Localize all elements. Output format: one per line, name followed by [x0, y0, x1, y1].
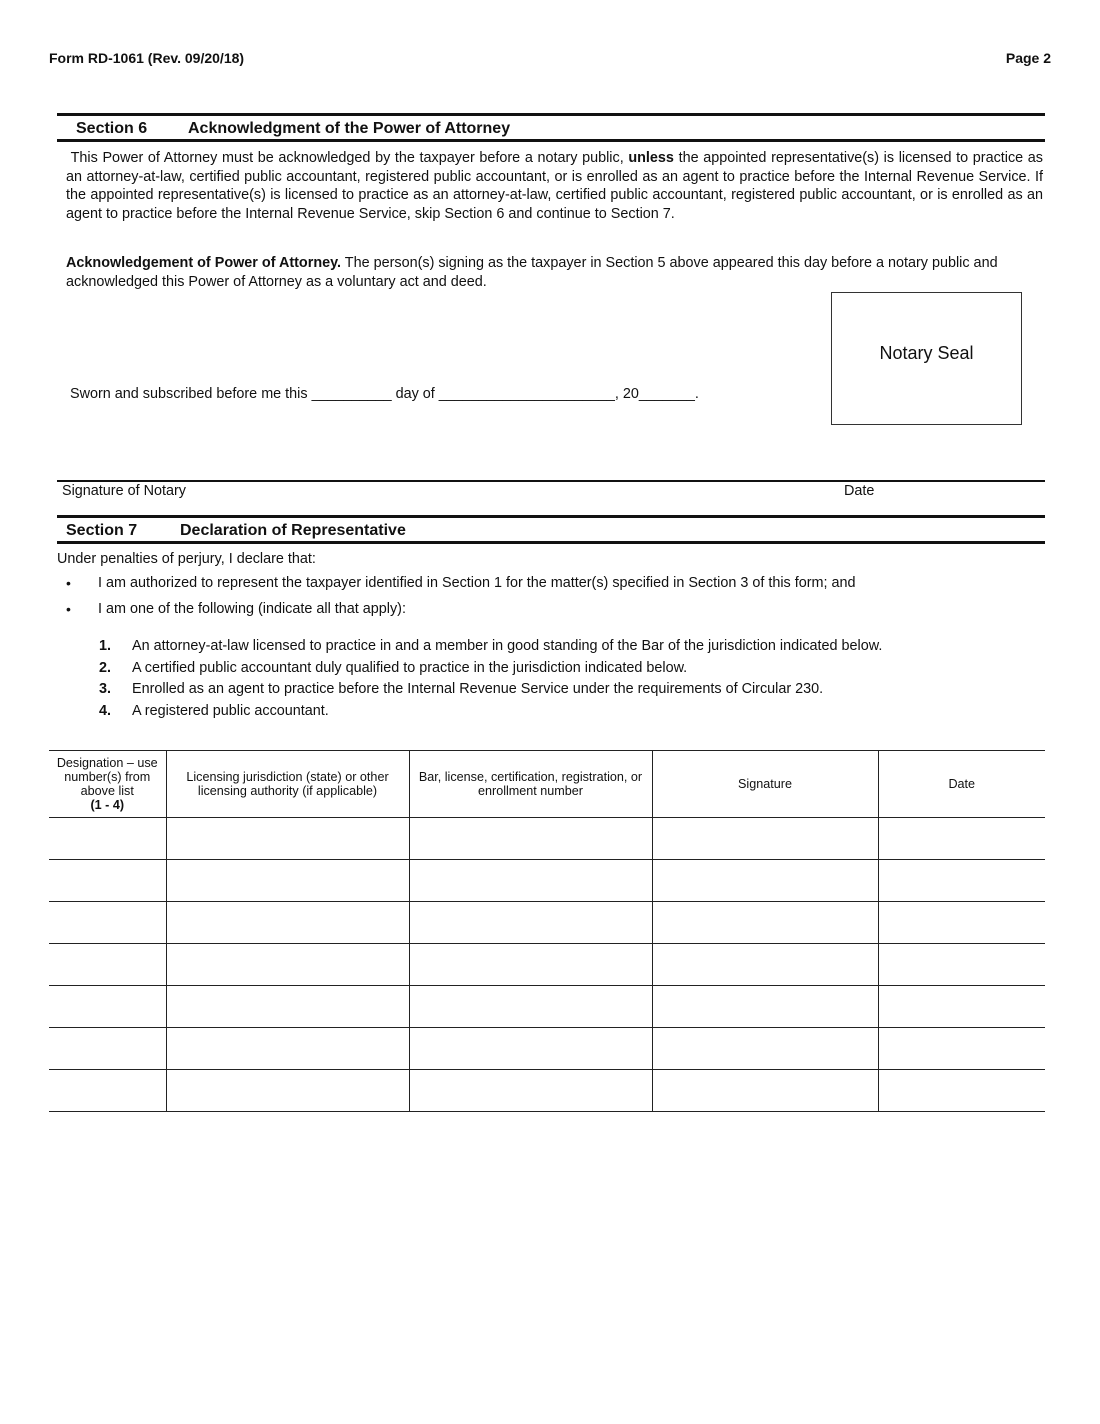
signature-cell[interactable]: [652, 944, 878, 986]
signature-cell[interactable]: [652, 1070, 878, 1112]
signature-of-notary-label: Signature of Notary: [62, 483, 186, 499]
designation-option-3: 3. Enrolled as an agent to practice before the Internal Revenue Service under the requirements of Circular 230.: [99, 681, 824, 697]
date-cell[interactable]: [878, 944, 1045, 986]
section7-top-rule: [57, 515, 1045, 518]
license-number-cell[interactable]: [409, 1028, 652, 1070]
jurisdiction-cell[interactable]: [166, 1070, 409, 1112]
license-number-cell[interactable]: [409, 860, 652, 902]
sworn-line[interactable]: Sworn and subscribed before me this __________ day of ______________________, 20_______.: [70, 386, 699, 402]
signature-cell[interactable]: [652, 818, 878, 860]
license-number-cell[interactable]: [409, 944, 652, 986]
table-header-row: [49, 751, 1045, 818]
license-number-cell[interactable]: [409, 818, 652, 860]
section6-number: Section 6: [76, 120, 148, 137]
date-cell[interactable]: [878, 1070, 1045, 1112]
notary-signature-line: [57, 480, 1045, 482]
designation-cell[interactable]: [49, 818, 166, 860]
date-cell[interactable]: [878, 902, 1045, 944]
date-column-header: Date: [878, 751, 1045, 818]
signature-cell[interactable]: [652, 860, 878, 902]
table-row: [49, 818, 1045, 860]
license-number-cell[interactable]: [409, 1070, 652, 1112]
signature-column-header: Signature: [652, 751, 878, 818]
notary-date-label: Date: [844, 483, 875, 499]
section6-title: Acknowledgment of the Power of Attorney: [188, 120, 511, 137]
designation-cell[interactable]: [49, 944, 166, 986]
jurisdiction-column-header: Licensing jurisdiction (state) or other licensing authority (if applicable): [166, 751, 409, 818]
date-cell[interactable]: [878, 818, 1045, 860]
designation-option-2: 2. A certified public accountant duly qualified to practice in the jurisdiction indicated below.: [99, 659, 688, 676]
table-row: [49, 1028, 1045, 1070]
designation-options: [99, 636, 882, 722]
page-number: Page 2: [1005, 50, 1051, 66]
bullet-icon: •: [66, 575, 71, 591]
designation-cell[interactable]: [49, 860, 166, 902]
jurisdiction-cell[interactable]: [166, 944, 409, 986]
designation-option-1: 1. An attorney-at-law licensed to practice in and a member in good standing of the Bar of the jurisdiction indicated below.: [99, 638, 883, 654]
date-cell[interactable]: [878, 1028, 1045, 1070]
jurisdiction-cell[interactable]: [166, 986, 409, 1028]
table-row: [49, 902, 1045, 944]
table-row: [49, 860, 1045, 902]
bullet-icon: •: [66, 601, 71, 617]
table-row: [49, 1070, 1045, 1112]
representative-table: [49, 750, 1045, 1112]
section7-title: Declaration of Representative: [180, 522, 406, 539]
section7-number: Section 7: [66, 522, 138, 539]
designation-cell[interactable]: [49, 986, 166, 1028]
signature-cell[interactable]: [652, 986, 878, 1028]
section6-top-rule: [57, 113, 1045, 116]
section6-bottom-rule: [57, 139, 1045, 142]
jurisdiction-cell[interactable]: [166, 860, 409, 902]
jurisdiction-cell[interactable]: [166, 1028, 409, 1070]
license-number-cell[interactable]: [409, 986, 652, 1028]
notary-seal-box: [831, 292, 1022, 425]
bullet-item-indicate: I am one of the following (indicate all that apply):: [98, 601, 406, 617]
section7-bottom-rule: [57, 541, 1045, 544]
declaration-intro: Under penalties of perjury, I declare that:: [57, 551, 316, 567]
designation-cell[interactable]: [49, 1028, 166, 1070]
designation-column-header: Designation – use number(s) from above list (1 - 4): [49, 751, 166, 818]
license-number-column-header: Bar, license, certification, registration, or enrollment number: [409, 751, 652, 818]
table-row: [49, 944, 1045, 986]
license-number-cell[interactable]: [409, 902, 652, 944]
date-cell[interactable]: [878, 860, 1045, 902]
date-cell[interactable]: [878, 986, 1045, 1028]
signature-cell[interactable]: [652, 902, 878, 944]
designation-cell[interactable]: [49, 902, 166, 944]
designation-option-4: 4. A registered public accountant.: [99, 702, 329, 719]
signature-cell[interactable]: [652, 1028, 878, 1070]
designation-cell[interactable]: [49, 1070, 166, 1112]
bullet-item-authorized: I am authorized to represent the taxpayer identified in Section 1 for the matter(s) specified in Section 3 of this form; and: [98, 575, 856, 591]
table-row: [49, 986, 1045, 1028]
form-id: Form RD-1061 (Rev. 09/20/18): [49, 50, 245, 66]
jurisdiction-cell[interactable]: [166, 902, 409, 944]
jurisdiction-cell[interactable]: [166, 818, 409, 860]
section6-instructions: This Power of Attorney must be acknowledged by the taxpayer before a notary public, unless the appointed representative(s) is licensed to practice as an attorney-at-law, certified public accountant, registered public accountant, or is enrolled as an agent to practice before the Internal Revenue Service. If the appointed representative(s) is licensed to practice as an attorney-at-law, certified public accountant, registered public accountant, or is enrolled as an agent to practice before the Internal Revenue Service, skip Section 6 and continue to Section 7.: [66, 150, 1044, 222]
notary-seal-label: Notary Seal: [879, 343, 974, 363]
acknowledgement-paragraph: Acknowledgement of Power of Attorney. The person(s) signing as the taxpayer in Section 5 above appeared this day before a notary public and acknowledged this Power of Attorney as a voluntary act and deed.: [66, 255, 998, 290]
